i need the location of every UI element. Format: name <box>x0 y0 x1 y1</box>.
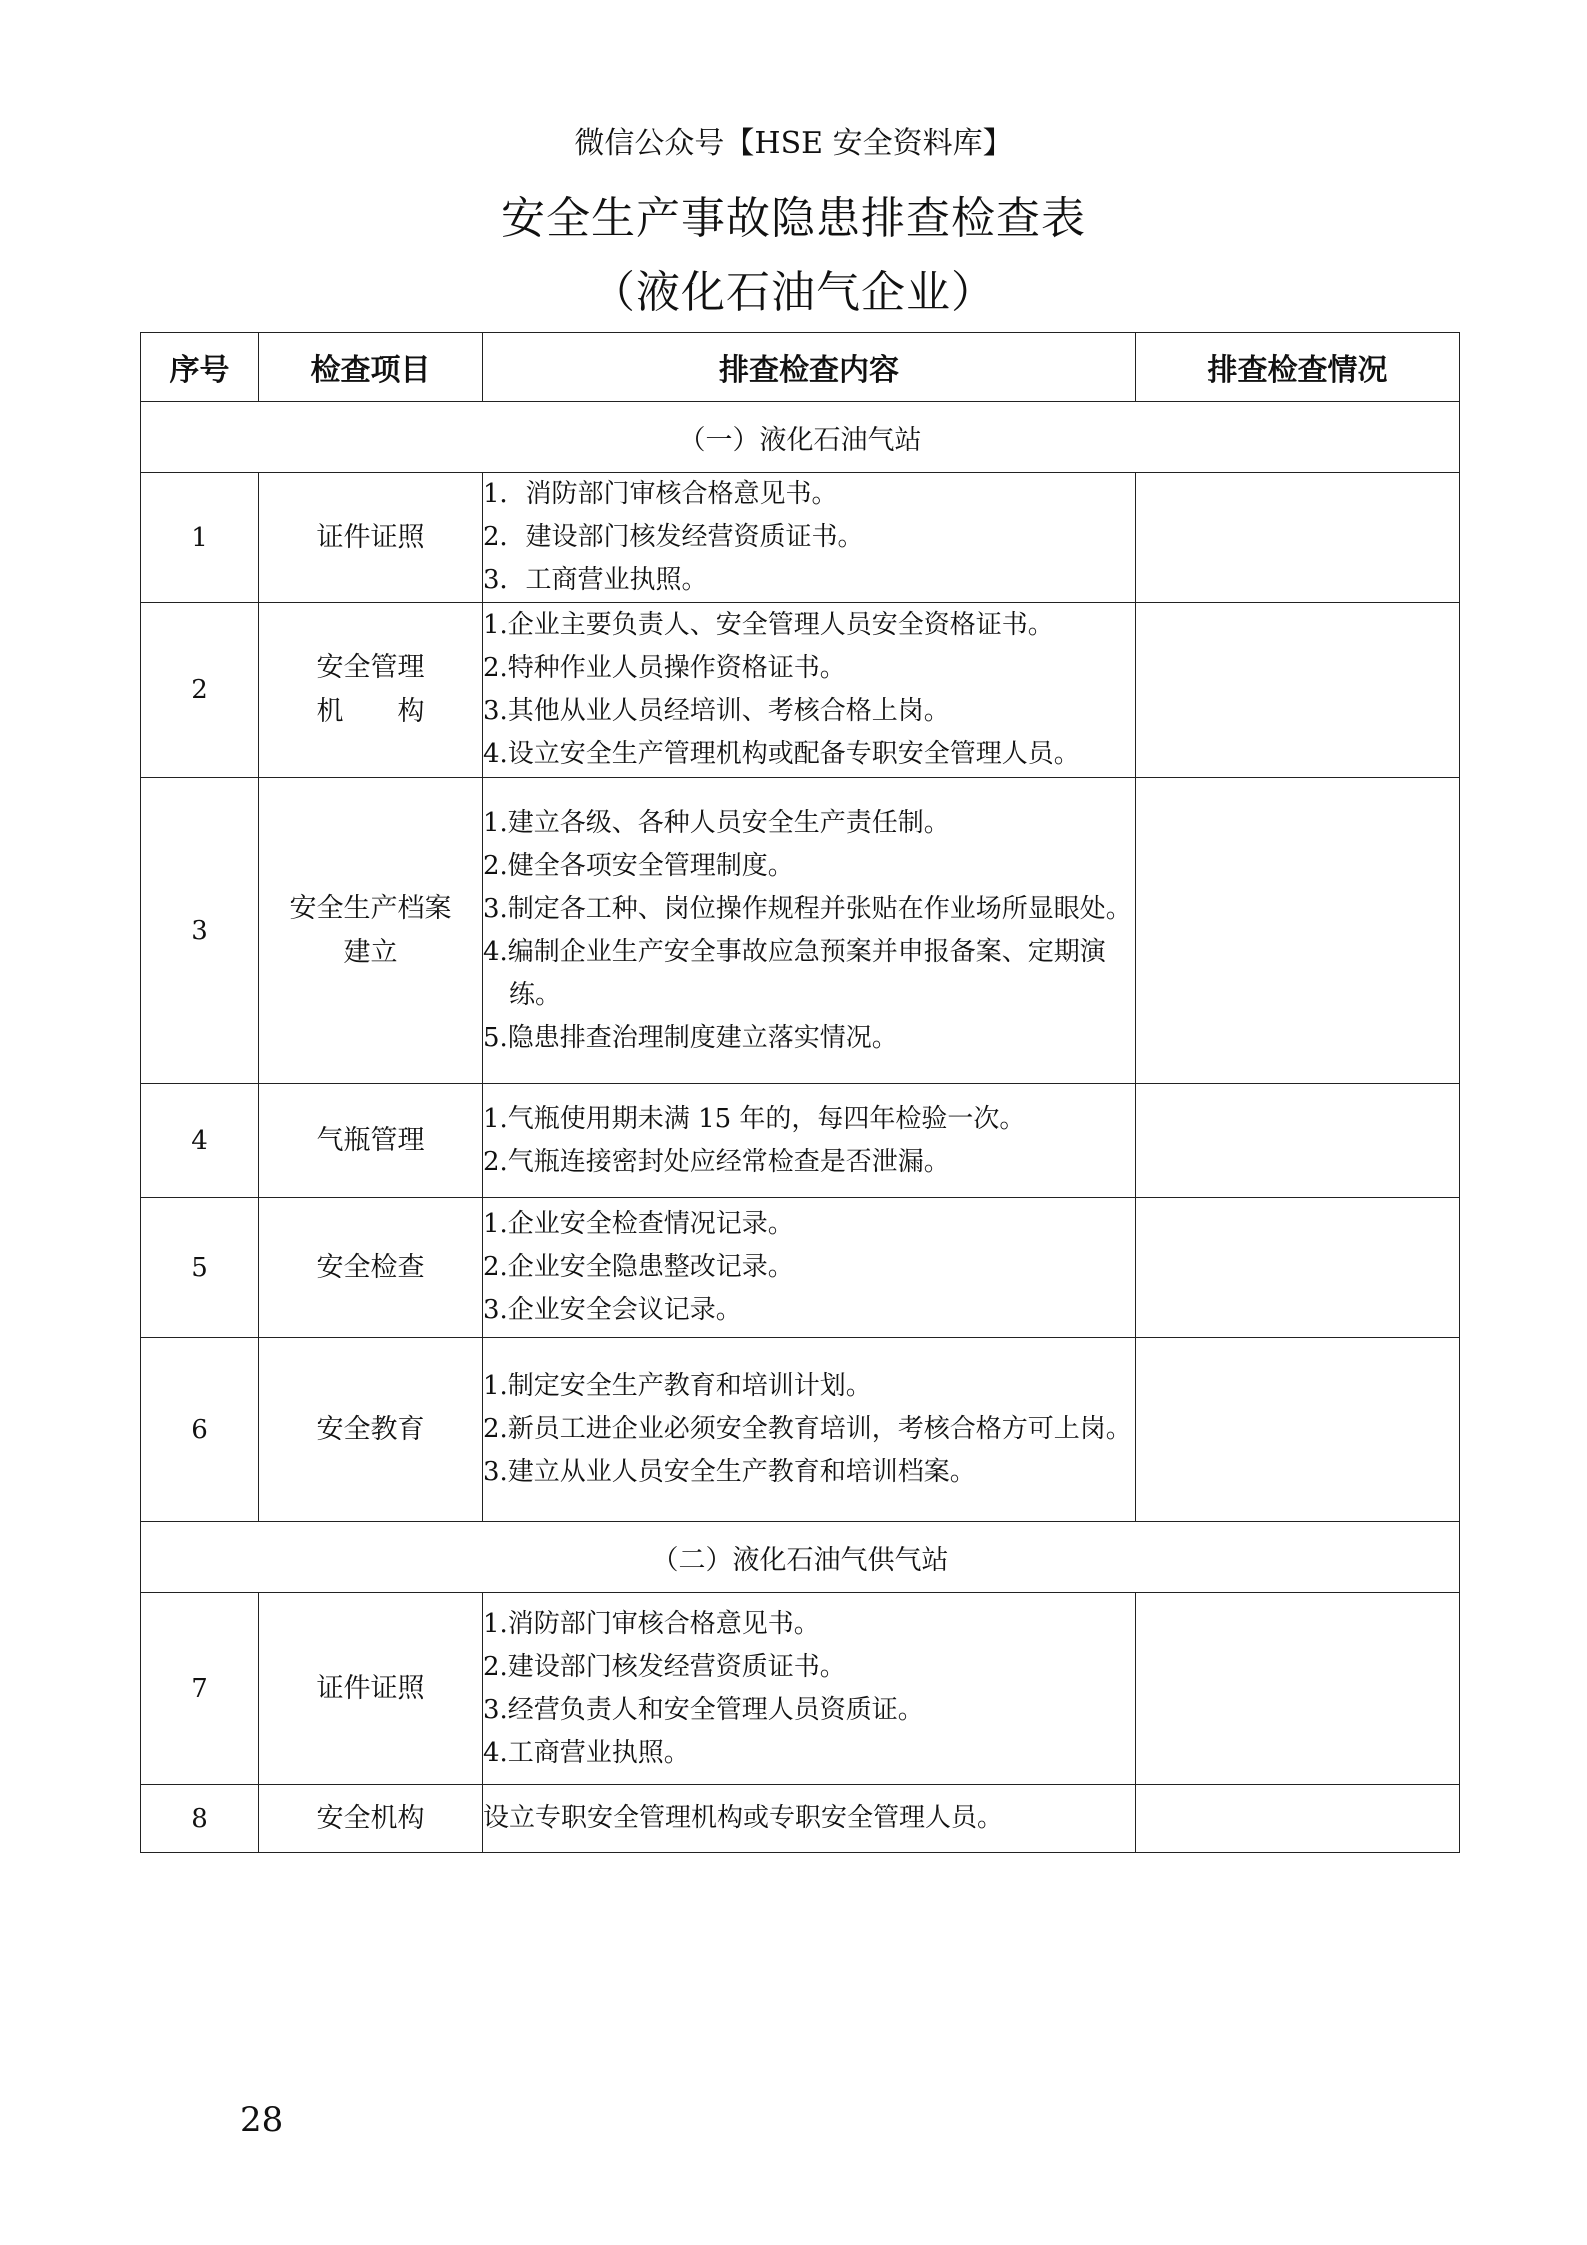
check-item-label: 安全检查 <box>316 1251 425 1283</box>
check-item-cell <box>259 1593 483 1785</box>
check-content-line: 1.消防部门审核合格意见书。 <box>483 1608 820 1639</box>
section-title: （一）液化石油气站 <box>141 402 1460 473</box>
table-row <box>141 1084 1460 1198</box>
row-number: 5 <box>141 1198 259 1338</box>
check-item-label: 安全机构 <box>316 1802 425 1834</box>
table-row <box>141 603 1460 778</box>
column-header-number: 序号 <box>141 333 259 402</box>
table-row <box>141 1785 1460 1853</box>
table-row <box>141 1338 1460 1522</box>
table-header-row <box>141 333 1460 402</box>
check-content-line: 2.特种作业人员操作资格证书。 <box>483 653 846 683</box>
row-number: 7 <box>141 1593 259 1785</box>
check-content-line: 3.制定各工种、岗位操作规程并张贴在作业场所显眼处。 <box>483 893 1132 924</box>
check-item-label: 证件证照 <box>316 1672 425 1704</box>
check-content-line: 设立专职安全管理机构或专职安全管理人员。 <box>483 1803 1004 1833</box>
table-row <box>141 473 1460 603</box>
column-header-item: 检查项目 <box>259 333 483 402</box>
check-content-line: 1．消防部门审核合格意见书。 <box>483 479 838 509</box>
section-row <box>141 402 1460 473</box>
table-row <box>141 1198 1460 1338</box>
check-item-label: 气瓶管理 <box>316 1124 425 1156</box>
check-content-cell <box>483 1338 1136 1522</box>
check-content-line: 3.企业安全会议记录。 <box>483 1295 742 1325</box>
inspection-table <box>140 332 1460 1853</box>
check-result-cell[interactable] <box>1136 1338 1460 1522</box>
check-item-cell <box>259 1084 483 1198</box>
check-content-line: 1.气瓶使用期未满 15 年的，每四年检验一次。 <box>483 1103 1026 1134</box>
check-content-line: 3．工商营业执照。 <box>483 565 708 595</box>
check-content-line: 1.企业安全检查情况记录。 <box>483 1209 794 1239</box>
check-content-line: 3.其他从业人员经培训、考核合格上岗。 <box>483 696 950 726</box>
row-number: 3 <box>141 778 259 1084</box>
table-row <box>141 1593 1460 1785</box>
check-item-label: 建立 <box>343 936 398 968</box>
check-content-line: 2.建设部门核发经营资质证书。 <box>483 1651 846 1682</box>
page-number: 28 <box>240 2100 284 2140</box>
check-content-line: 4.设立安全生产管理机构或配备专职安全管理人员。 <box>483 739 1080 769</box>
row-number: 8 <box>141 1785 259 1853</box>
check-result-cell[interactable] <box>1136 603 1460 778</box>
check-content-cell <box>483 1593 1136 1785</box>
check-item-label: 证件证照 <box>316 521 425 553</box>
check-item-cell <box>259 1198 483 1338</box>
check-content-line: 4.编制企业生产安全事故应急预案并申报备案、定期演练。 <box>483 936 1106 1010</box>
check-result-cell[interactable] <box>1136 1084 1460 1198</box>
check-content-line: 3.建立从业人员安全生产教育和培训档案。 <box>483 1457 976 1487</box>
check-content-line: 5.隐患排查治理制度建立落实情况。 <box>483 1022 898 1053</box>
row-number: 6 <box>141 1338 259 1522</box>
check-item-cell <box>259 778 483 1084</box>
check-content-cell <box>483 1084 1136 1198</box>
page-subtitle: （液化石油气企业） <box>591 267 996 318</box>
check-result-cell[interactable] <box>1136 473 1460 603</box>
check-content-line: 3.经营负责人和安全管理人员资质证。 <box>483 1694 924 1725</box>
check-content-line: 2.新员工进企业必须安全教育培训，考核合格方可上岗。 <box>483 1414 1132 1444</box>
check-content-line: 2．建设部门核发经营资质证书。 <box>483 522 864 552</box>
table-row <box>141 778 1460 1084</box>
row-number: 1 <box>141 473 259 603</box>
page-title: 安全生产事故隐患排查检查表 <box>501 193 1086 244</box>
check-result-cell[interactable] <box>1136 1198 1460 1338</box>
column-header-content: 排查检查内容 <box>483 333 1136 402</box>
check-item-label: 安全管理 <box>316 652 425 683</box>
row-number: 4 <box>141 1084 259 1198</box>
check-item-label: 机 构 <box>316 696 425 727</box>
table-body <box>141 402 1460 1853</box>
row-number: 2 <box>141 603 259 778</box>
check-result-cell[interactable] <box>1136 778 1460 1084</box>
check-content-line: 1.企业主要负责人、安全管理人员安全资格证书。 <box>483 610 1054 640</box>
check-content-line: 2.气瓶连接密封处应经常检查是否泄漏。 <box>483 1146 950 1177</box>
column-header-result: 排查检查情况 <box>1136 333 1460 402</box>
check-item-label: 安全教育 <box>316 1413 425 1445</box>
check-item-cell <box>259 473 483 603</box>
wechat-account-line: 微信公众号【HSE 安全资料库】 <box>574 126 1013 161</box>
check-content-line: 2.企业安全隐患整改记录。 <box>483 1252 794 1282</box>
check-result-cell[interactable] <box>1136 1593 1460 1785</box>
check-item-cell <box>259 1785 483 1853</box>
check-content-line: 2.健全各项安全管理制度。 <box>483 850 794 881</box>
check-result-cell[interactable] <box>1136 1785 1460 1853</box>
check-content-cell <box>483 603 1136 778</box>
check-content-line: 1.建立各级、各种人员安全生产责任制。 <box>483 807 950 838</box>
section-row <box>141 1522 1460 1593</box>
check-content-line: 4.工商营业执照。 <box>483 1737 690 1768</box>
check-item-label: 安全生产档案 <box>289 892 452 924</box>
check-item-cell <box>259 603 483 778</box>
check-content-line: 1.制定安全生产教育和培训计划。 <box>483 1371 872 1401</box>
check-content-cell <box>483 473 1136 603</box>
check-item-cell <box>259 1338 483 1522</box>
check-content-cell <box>483 1785 1136 1853</box>
check-content-cell <box>483 1198 1136 1338</box>
check-content-cell <box>483 778 1136 1084</box>
section-title: （二）液化石油气供气站 <box>141 1522 1460 1593</box>
